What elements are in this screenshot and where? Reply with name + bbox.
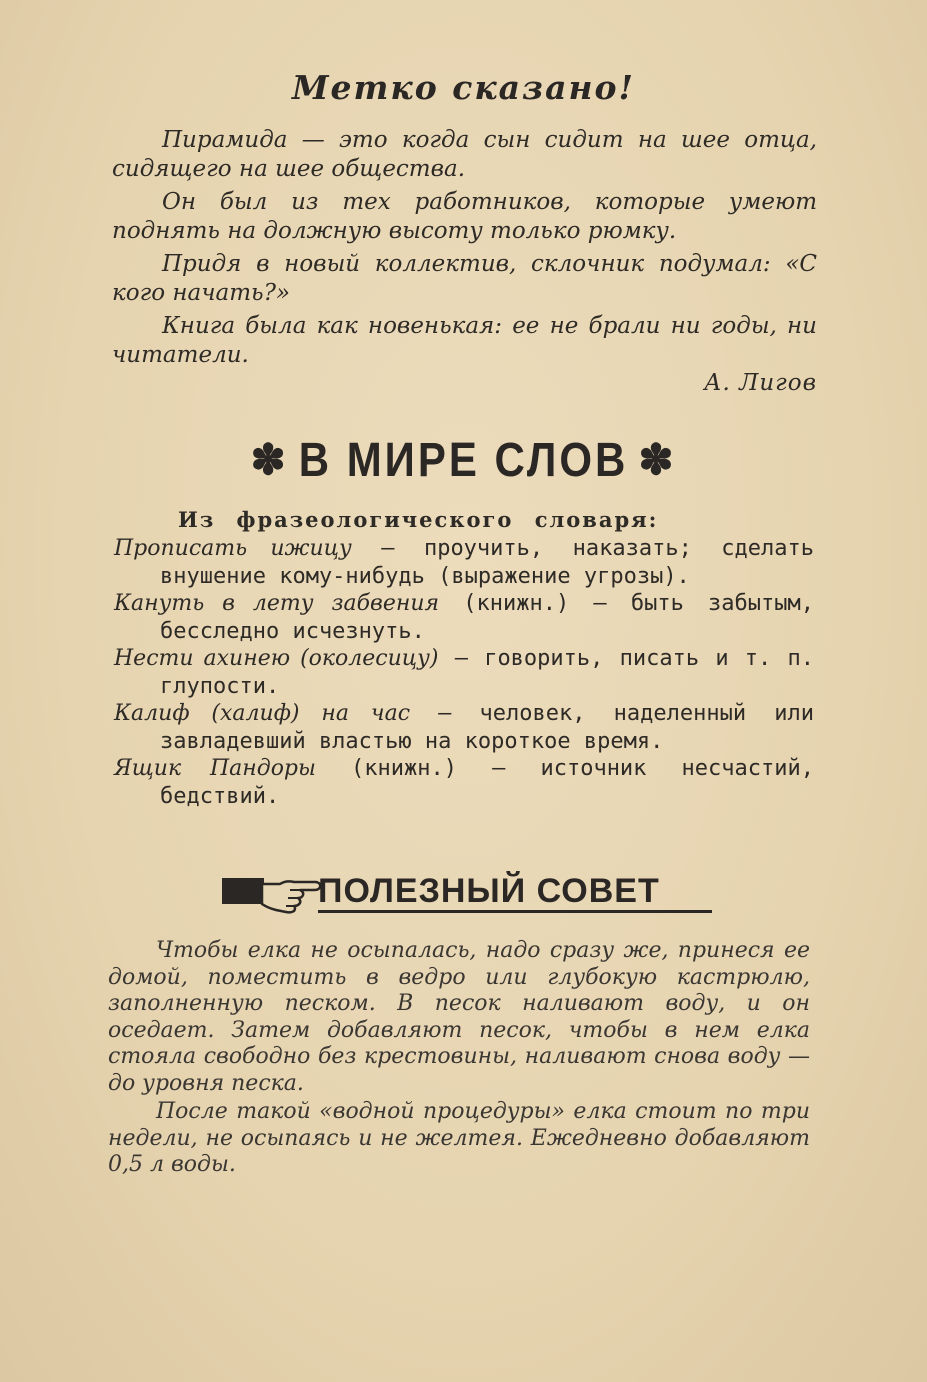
author-signature: А. Лигов	[704, 370, 817, 396]
entry-term: Ящик Пандоры	[114, 756, 316, 781]
aphorism-2: Он был из тех работников, которые умеют поднять на должную высоту только рюмку.	[112, 189, 817, 244]
dictionary-entry	[114, 590, 814, 645]
section-title-aphorisms: Метко сказано!	[291, 68, 636, 107]
aphorism-4: Книга была как новенькая: ее не брали ни годы, ни читатели.	[112, 313, 817, 368]
entry-term: Калиф (халиф) на час	[114, 701, 411, 726]
entry-definition: (книжн.) — быть забытым, бесследно исчезнуть.	[160, 591, 814, 644]
entry-definition: (книжн.) — источник несчастий, бедствий.	[160, 756, 814, 809]
star-right-icon: ✽	[638, 436, 677, 484]
advice-paragraph-1: Чтобы елка не осыпалась, надо сразу же, принеся ее домой, поместить в ведро или глубокую кастрюлю, заполненную песком. В песок наливают воду, и он оседает. Затем добавляют песок, чтобы в нем елка стояла свободно без крестовины, наливают снова воду — до уровня песка.	[108, 938, 810, 1096]
section-title-advice-text: ПОЛЕЗНЫЙ СОВЕТ	[318, 872, 660, 910]
title-underline	[318, 910, 712, 913]
entry-definition: — говорить, писать и т. п. глупости.	[160, 646, 814, 699]
section-title-advice	[222, 870, 712, 916]
pointing-hand-icon	[260, 870, 322, 914]
aphorisms-block	[112, 126, 817, 374]
aphorism-3: Придя в новый коллектив, склочник подумал: «С кого начать?»	[112, 251, 817, 306]
advice-paragraph-2: После такой «водной процедуры» елка стоит по три недели, не осыпаясь и не желтея. Ежедневно добавляют 0,5 л воды.	[108, 1099, 810, 1177]
dictionary-entry	[114, 645, 814, 700]
dictionary-heading: Из фразеологического словаря:	[178, 507, 659, 532]
section-title-words-text: В МИРЕ СЛОВ	[298, 432, 629, 487]
entry-term: Нести ахинею (околесицу)	[114, 646, 439, 671]
entry-definition: — человек, наделенный или завладевший властью на короткое время.	[160, 701, 814, 754]
entry-term: Кануть в лету забвения	[114, 591, 440, 616]
advice-text	[108, 938, 810, 1181]
title-bar-decoration	[222, 878, 264, 904]
entry-term: Прописать ижицу	[114, 536, 352, 561]
dictionary-entry	[114, 755, 814, 810]
section-title-words	[0, 432, 927, 487]
dictionary-list	[114, 535, 814, 810]
dictionary-entry	[114, 535, 814, 590]
dictionary-entry	[114, 700, 814, 755]
star-left-icon: ✽	[250, 436, 289, 484]
aphorism-1: Пирамида — это когда сын сидит на шее отца, сидящего на шее общества.	[112, 127, 817, 182]
entry-definition: — проучить, наказать; сделать внушение кому-нибудь (выражение угрозы).	[160, 536, 814, 589]
